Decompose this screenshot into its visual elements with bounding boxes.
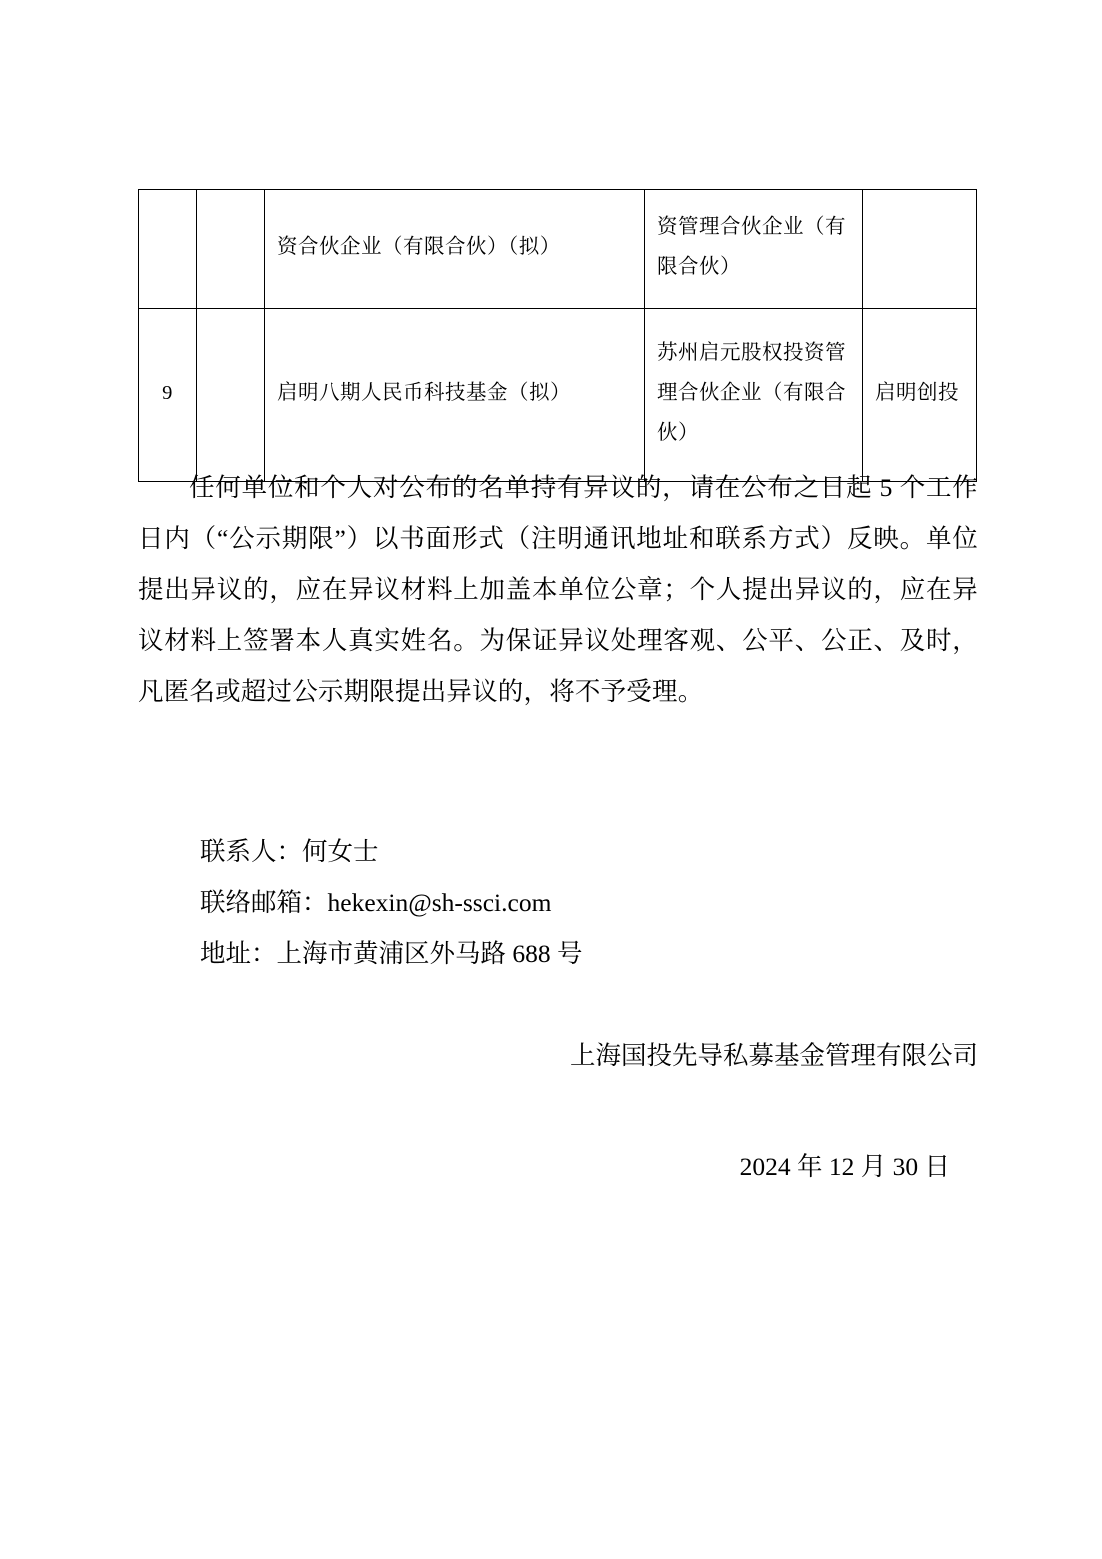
- cell-institution: 启明创投: [863, 309, 977, 482]
- fund-list-table-container: [138, 189, 976, 482]
- signature-block: [138, 1030, 986, 1192]
- signature-date: 2024 年 12 月 30 日: [739, 1152, 950, 1181]
- cell-no: 9: [139, 309, 197, 482]
- cell-no: [139, 190, 197, 309]
- cell-blank: [197, 190, 265, 309]
- cell-fund-name: 资合伙企业（有限合伙）（拟）: [265, 190, 645, 309]
- contact-person: 联系人：何女士: [200, 837, 379, 866]
- notice-paragraph-block: [138, 462, 978, 717]
- contact-email: 联络邮箱：hekexin@sh-ssci.com: [200, 888, 552, 917]
- cell-blank: [197, 309, 265, 482]
- fund-list-table: [138, 189, 977, 482]
- table-row: [139, 190, 977, 309]
- cell-fund-name: 启明八期人民币科技基金（拟）: [265, 309, 645, 482]
- signature-organization: 上海国投先导私募基金管理有限公司: [569, 1041, 978, 1070]
- notice-paragraph: 任何单位和个人对公布的名单持有异议的，请在公布之日起 5 个工作日内（“公示期限”）以书面形式（注明通讯地址和联系方式）反映。单位提出异议的，应在异议材料上加盖本单位公章；个人提出异议的，应在异议材料上签署本人真实姓名。为保证异议处理客观、公平、公正、及时，凡匿名或超过公示期限提出异议的，将不予受理。: [138, 473, 978, 706]
- table-row: [139, 309, 977, 482]
- contact-address: 地址：上海市黄浦区外马路 688 号: [200, 939, 583, 968]
- cell-institution: [863, 190, 977, 309]
- contact-block: [200, 826, 960, 979]
- cell-manager-entity: 苏州启元股权投资管理合伙企业（有限合伙）: [645, 309, 863, 482]
- cell-manager-entity: 资管理合伙企业（有限合伙）: [645, 190, 863, 309]
